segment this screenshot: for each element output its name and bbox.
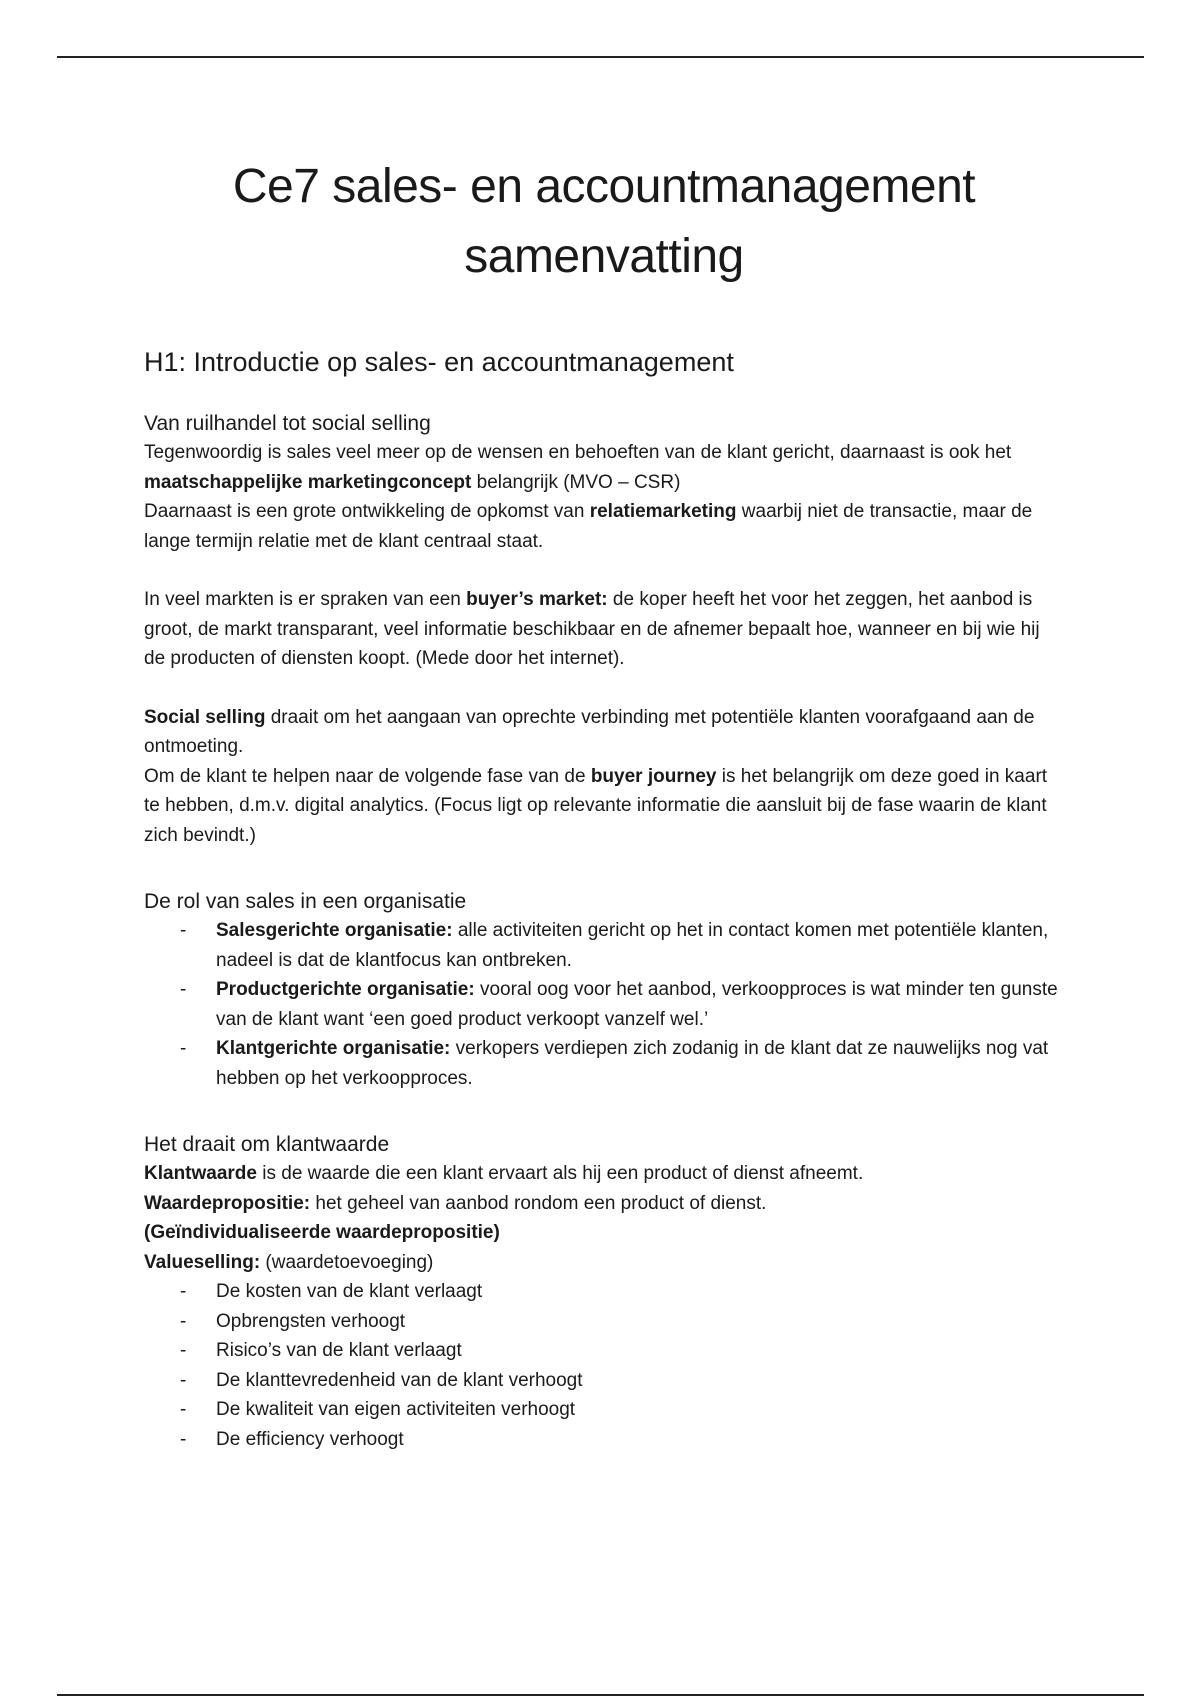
paragraph: Tegenwoordig is sales veel meer op de wensen en behoeften van de klant gericht, daarnaast is ook het maatschappelijke marketingconcept belangrijk (MVO – CSR) [144,442,1012,493]
list-item: - De kwaliteit van eigen activiteiten verhoogt [216,1395,1064,1425]
chapter-heading: H1: Introductie op sales- en accountmanagement [144,347,734,377]
section-role-of-sales [144,888,1064,1093]
list-item: - Risico’s van de klant verlaagt [216,1336,1064,1366]
paragraph: In veel markten is er spraken van een buyer’s market: de koper heeft het voor het zeggen, het aanbod is groot, de markt transparant, veel informatie beschikbaar en de afnemer bepaalt hoe, wanneer en bij wie hij de producten of diensten koopt. (Mede door het internet). [144,589,1040,669]
list-item: - Opbrengsten verhoogt [216,1307,1064,1337]
top-rule [57,56,1144,58]
section-heading: De rol van sales in een organisatie [144,890,467,913]
section-heading: Het draait om klantwaarde [144,1133,390,1156]
definition-line: Waardepropositie: het geheel van aanbod rondom een product of dienst. [144,1192,767,1214]
section-social-selling [144,410,1064,850]
list-item: - Klantgerichte organisatie: verkopers verdiepen zich zodanig in de klant dat ze nauwelijks nog vat hebben op het verkoopproces. [216,1034,1064,1093]
list-item: - Productgerichte organisatie: vooral oog voor het aanbod, verkoopproces is wat minder ten gunste van de klant want ‘een goed product verkoopt vanzelf wel.’ [216,975,1064,1034]
definition-line: Valueselling: (waardetoevoeging) [144,1251,434,1273]
paragraph: Om de klant te helpen naar de volgende fase van de buyer journey is het belangrijk om deze goed in kaart te hebben, d.m.v. digital analytics. (Focus ligt op relevante informatie die aansluit bij de fase waarin de klant zich bevindt.) [144,765,1048,846]
paragraph: Daarnaast is een grote ontwikkeling de opkomst van relatiemarketing waarbij niet de transactie, maar de lange termijn relatie met de klant centraal staat. [144,501,1033,552]
section-heading: Van ruilhandel tot social selling [144,412,431,435]
title-line-2: samenvatting [464,230,744,283]
document-title [144,152,1064,292]
section-klantwaarde [144,1131,1064,1454]
organisation-list [144,916,1064,1093]
definition-line: (Geïndividualiseerde waardepropositie) [144,1222,500,1243]
list-item: - De efficiency verhoogt [216,1425,1064,1455]
valueselling-list [144,1277,1064,1454]
page-content [144,140,1064,1454]
definition-line: Klantwaarde is de waarde die een klant ervaart als hij een product of dienst afneemt. [144,1163,864,1184]
list-item: - Salesgerichte organisatie: alle activiteiten gericht op het in contact komen met potentiële klanten, nadeel is dat de klantfocus kan ontbreken. [216,916,1064,975]
list-item: - De kosten van de klant verlaagt [216,1277,1064,1307]
bottom-rule [57,1694,1144,1696]
paragraph: Social selling draait om het aangaan van oprechte verbinding met potentiële klanten voorafgaand aan de ontmoeting. [144,706,1035,757]
title-line-1: Ce7 sales- en accountmanagement [232,160,976,213]
list-item: - De klanttevredenheid van de klant verhoogt [216,1366,1064,1396]
